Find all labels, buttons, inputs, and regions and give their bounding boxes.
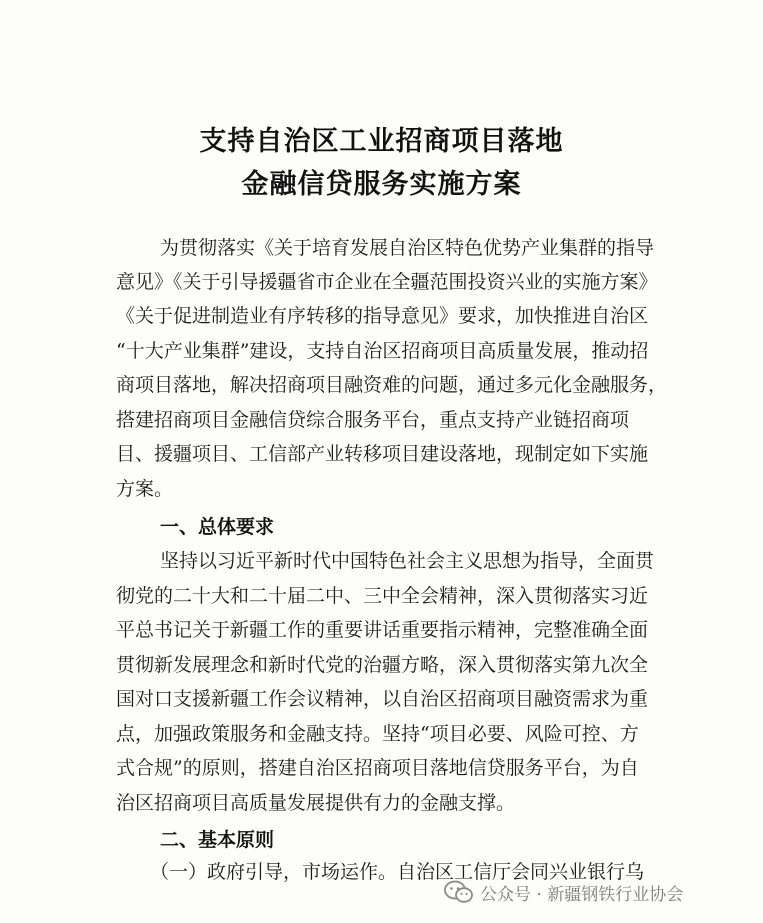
paragraph-1-line-4: “十大产业集群”建设，支持自治区招商项目高质量发展，推动招	[116, 340, 649, 362]
paragraph-1-line-2: 意见》《关于引导援疆省市企业在全疆范围投资兴业的实施方案》	[116, 271, 658, 293]
paragraph-2-line-6: 点，加强政策服务和金融支持。坚持“项目必要、风险可控、方	[116, 723, 639, 745]
section-heading-2: 二、基本原则	[160, 829, 275, 851]
paragraph-1-line-5: 商项目落地，解决招商项目融资难的问题，通过多元化金融服务，	[116, 374, 668, 396]
paragraph-2-line-3: 平总书记关于新疆工作的重要讲话重要指示精神，完整准确全面	[116, 619, 649, 641]
paragraph-2-line-1: 坚持以习近平新时代中国特色社会主义思想为指导，全面贯	[160, 550, 655, 572]
paragraph-1-line-8: 方案。	[116, 478, 174, 500]
paragraph-3-line-1: （一）政府引导，市场运作。自治区工信厅会同兴业银行乌	[150, 861, 645, 883]
document-title-line-1: 支持自治区工业招商项目落地	[199, 126, 564, 157]
section-heading-1: 一、总体要求	[160, 516, 275, 538]
paragraph-1-line-7: 目、援疆项目、工信部产业转移项目建设落地，现制定如下实施	[116, 443, 649, 465]
wechat-official-account-icon	[444, 879, 474, 905]
paragraph-1-line-3: 《关于促进制造业有序转移的指导意见》要求，加快推进自治区	[116, 305, 649, 327]
paragraph-2-line-2: 彻党的二十大和二十届二中、三中全会精神，深入贯彻落实习近	[116, 585, 649, 607]
paragraph-2-line-8: 治区招商项目高质量发展提供有力的金融支撑。	[116, 792, 516, 814]
watermark-text: 公众号 · 新疆钢铁行业协会	[480, 884, 684, 905]
paragraph-1-line-6: 搭建招商项目金融信贷综合服务平台，重点支持产业链招商项	[116, 409, 630, 431]
paragraph-2-line-7: 式合规”的原则，搭建自治区招商项目落地信贷服务平台，为自	[116, 757, 639, 779]
paragraph-2-line-4: 贯彻新发展理念和新时代党的治疆方略，深入贯彻落实第九次全	[116, 654, 649, 676]
document-title-line-2: 金融信贷服务实施方案	[241, 169, 522, 200]
paragraph-2-line-5: 国对口支援新疆工作会议精神，以自治区招商项目融资需求为重	[116, 688, 649, 710]
paragraph-1-line-1: 为贯彻落实《关于培育发展自治区特色优势产业集群的指导	[160, 237, 655, 259]
wechat-watermark	[444, 877, 683, 907]
